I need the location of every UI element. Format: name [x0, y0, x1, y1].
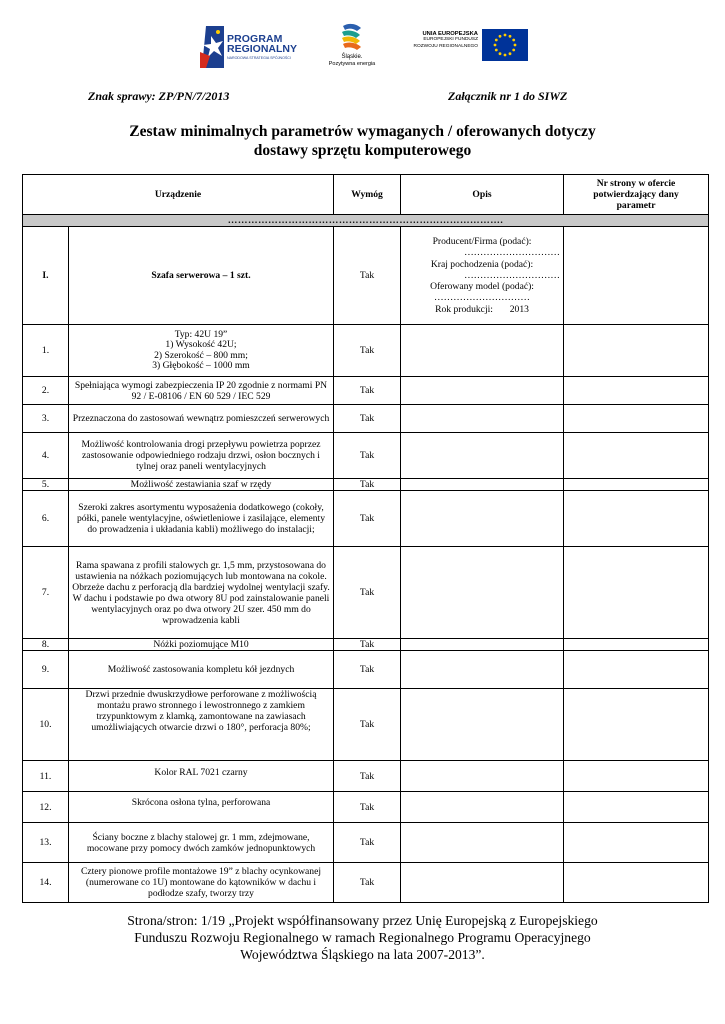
row-parameter: Szeroki zakres asortymentu wyposażenia dodatkowego (cokoły, półki, panele wentylacyjne, oświetleniowe i zasilające, elementy do prowadzenia i układania kabli) możliwego do instalacji;	[69, 491, 334, 547]
table-row	[23, 651, 709, 689]
row-page-ref	[564, 547, 709, 639]
header-page-ref-line1: Nr strony w ofercie	[596, 178, 676, 189]
row-parameter: Ściany boczne z blachy stalowej gr. 1 mm, zdejmowane, mocowane przy pomocy dwóch zamków jednopunktowych	[69, 823, 334, 863]
row-requirement: Tak	[334, 792, 401, 823]
program-logo-line3: NARODOWA STRATEGIA SPÓJNOŚCI	[227, 56, 291, 60]
row-page-ref	[564, 405, 709, 433]
row-requirement: Tak	[334, 761, 401, 792]
row-description	[401, 863, 564, 903]
title-line1: Zestaw minimalnych parametrów wymaganych / oferowanych dotyczy	[129, 123, 596, 140]
row-description	[401, 639, 564, 651]
row-page-ref	[564, 689, 709, 761]
row-description	[401, 823, 564, 863]
header-requirement: Wymóg	[334, 175, 401, 215]
producer-label: Producent/Firma (podać):	[432, 236, 532, 248]
row-requirement: Tak	[334, 689, 401, 761]
slaskie-logo-line2: Pozytywna energia	[328, 61, 376, 67]
row-parameter: Rama spawana z profili stalowych gr. 1,5 mm, przystosowana do ustawienia na nóżkach poziomujących lub montowana na cokole. Obrzeże dachu z perforacją dla bardziej wydolnej wentylacji szafy. W dachu i podstawie po dwa otwory 8U pod zainstalowanie paneli wentylacyjnych oraz po dwa otwory 2U szer. 450 mm do wprowadzenia kabli	[69, 547, 334, 639]
row-description	[401, 405, 564, 433]
model-label: Oferowany model (podać):	[430, 281, 534, 293]
year-label: Rok produkcji:	[435, 303, 493, 315]
row-page-ref	[564, 377, 709, 405]
slaskie-logo	[326, 22, 378, 78]
row-number: 9.	[23, 651, 69, 689]
header-description: Opis	[401, 175, 564, 215]
ue-logo	[406, 29, 526, 65]
row-requirement: Tak	[334, 377, 401, 405]
row-requirement: Tak	[334, 325, 401, 377]
table-row	[23, 479, 709, 491]
attachment-label: Załącznik nr 1 do SIWZ	[448, 89, 568, 103]
row-requirement: Tak	[334, 405, 401, 433]
table-row	[23, 689, 709, 761]
table-row	[23, 325, 709, 377]
country-label: Kraj pochodzenia (podać):	[430, 258, 534, 270]
header-page-ref-line3: parametr	[616, 200, 656, 211]
footer-line1: Strona/stron: 1/19 „Projekt współfinansowany przez Unię Europejską z Europejskiego	[127, 913, 598, 928]
row-parameter-line: Typ: 42U 19”	[174, 328, 228, 340]
table-row	[23, 639, 709, 651]
row-requirement: Tak	[334, 479, 401, 491]
ue-logo-line1: UNIA EUROPEJSKA	[422, 31, 478, 37]
row-parameter: Nóżki poziomujące M10	[69, 639, 334, 651]
producer-dots: …………………………	[464, 247, 561, 259]
row-requirement: Tak	[334, 639, 401, 651]
row-number: 13.	[23, 823, 69, 863]
row-parameter: Możliwość kontrolowania drogi przepływu powietrza poprzez zastosowanie odpowiedniego rodzaju drzwi, osłon bocznych i tylnej oraz paneli wentylacyjnych	[69, 433, 334, 479]
row-description	[401, 433, 564, 479]
row-requirement: Tak	[334, 433, 401, 479]
row-page-ref	[564, 479, 709, 491]
header-page-ref-line2: potwierdzający dany	[593, 189, 679, 200]
dots-row	[23, 215, 709, 227]
row-parameter: Możliwość zastosowania kompletu kół jezdnych	[69, 651, 334, 689]
row-number: 1.	[23, 325, 69, 377]
row-number: 6.	[23, 491, 69, 547]
section-number: I.	[23, 227, 69, 325]
model-dots: …………………………	[434, 292, 530, 304]
row-requirement: Tak	[334, 491, 401, 547]
program-logo-line1: PROGRAM	[227, 33, 283, 45]
row-page-ref	[564, 325, 709, 377]
row-page-ref	[564, 863, 709, 903]
row-page-ref	[564, 433, 709, 479]
row-page-ref	[564, 823, 709, 863]
row-requirement: Tak	[334, 651, 401, 689]
header-page-ref	[564, 175, 709, 215]
section-row	[23, 227, 709, 325]
table-row	[23, 491, 709, 547]
table-row	[23, 377, 709, 405]
table-row	[23, 863, 709, 903]
page-footer	[40, 912, 685, 963]
row-parameter: Spełniająca wymogi zabezpieczenia IP 20 zgodnie z normami PN 92 / E-08106 / EN 60 529 / IEC 529	[69, 377, 334, 405]
slaskie-mark-icon	[339, 22, 365, 52]
ue-logo-line2: EUROPEJSKI FUNDUSZ	[423, 37, 478, 43]
row-number: 2.	[23, 377, 69, 405]
document-title	[60, 122, 665, 160]
row-requirement: Tak	[334, 547, 401, 639]
row-number: 3.	[23, 405, 69, 433]
year-value: 2013	[509, 303, 529, 315]
row-description	[401, 479, 564, 491]
row-number: 14.	[23, 863, 69, 903]
row-page-ref	[564, 639, 709, 651]
row-description	[401, 761, 564, 792]
table-row	[23, 433, 709, 479]
row-parameter-line: 1) Wysokość 42U;	[165, 339, 237, 350]
table-row	[23, 405, 709, 433]
title-line2: dostawy sprzętu komputerowego	[253, 142, 472, 159]
program-regionalny-logo	[200, 26, 310, 74]
header-device: Urządzenie	[23, 175, 334, 215]
row-description	[401, 377, 564, 405]
footer-line3: Województwa Śląskiego na lata 2007-2013”.	[240, 947, 485, 962]
row-parameter: Skrócona osłona tylna, perforowana	[69, 792, 334, 823]
table-row	[23, 761, 709, 792]
row-number: 4.	[23, 433, 69, 479]
year-line	[404, 304, 560, 315]
row-page-ref	[564, 651, 709, 689]
program-logo-line2: REGIONALNY	[227, 43, 298, 55]
row-description	[401, 792, 564, 823]
logo-bar	[0, 22, 725, 78]
section-page-ref	[564, 227, 709, 325]
row-parameter: Kolor RAL 7021 czarny	[69, 761, 334, 792]
country-dots: …………………………	[464, 269, 561, 281]
eu-flag-icon	[482, 29, 528, 61]
footer-line2: Funduszu Rozwoju Regionalnego w ramach Regionalnego Programu Operacyjnego	[134, 930, 591, 945]
row-page-ref	[564, 491, 709, 547]
section-description	[401, 227, 564, 325]
case-number: Znak sprawy: ZP/PN/7/2013	[88, 89, 230, 103]
row-requirement: Tak	[334, 863, 401, 903]
row-parameter: Przeznaczona do zastosowań wewnątrz pomieszczeń serwerowych	[69, 405, 334, 433]
section-requirement: Tak	[334, 227, 401, 325]
row-description	[401, 547, 564, 639]
row-number: 10.	[23, 689, 69, 761]
ue-logo-line3: ROZWOJU REGIONALNEGO	[413, 43, 478, 49]
row-parameter	[69, 325, 334, 377]
row-page-ref	[564, 761, 709, 792]
table-row	[23, 823, 709, 863]
row-parameter: Drzwi przednie dwuskrzydłowe perforowane z możliwością montażu prawo stronnego i lewostronnego z zamkiem trzypunktowym z klamką, zamontowane na zawiasach umożliwiających otwarcie drzwi o 180°, perforacja 80%;	[69, 689, 334, 761]
row-number: 8.	[23, 639, 69, 651]
row-parameter: Cztery pionowe profile montażowe 19” z blachy ocynkowanej (numerowane co 1U) montowane do kątowników w dachu i podłodze szafy, tworzy trzy	[69, 863, 334, 903]
table-header-row	[23, 175, 709, 215]
row-description	[401, 325, 564, 377]
program-regionalny-mark-icon	[200, 26, 224, 68]
row-description	[401, 491, 564, 547]
table-row	[23, 547, 709, 639]
row-parameter-line: 3) Głębokość – 1000 mm	[152, 360, 250, 371]
row-page-ref	[564, 792, 709, 823]
row-requirement: Tak	[334, 823, 401, 863]
table-row	[23, 792, 709, 823]
row-number: 7.	[23, 547, 69, 639]
row-number: 12.	[23, 792, 69, 823]
row-parameter-line: 2) Szerokość – 800 mm;	[154, 349, 248, 361]
dots-row-text: ……………………………………………………………………….	[23, 215, 709, 227]
row-number: 5.	[23, 479, 69, 491]
row-description	[401, 651, 564, 689]
section-name: Szafa serwerowa – 1 szt.	[69, 227, 334, 325]
slaskie-logo-line1: Śląskie.	[341, 54, 363, 60]
parameters-table	[22, 174, 709, 903]
row-number: 11.	[23, 761, 69, 792]
row-parameter: Możliwość zestawiania szaf w rzędy	[69, 479, 334, 491]
row-description	[401, 689, 564, 761]
